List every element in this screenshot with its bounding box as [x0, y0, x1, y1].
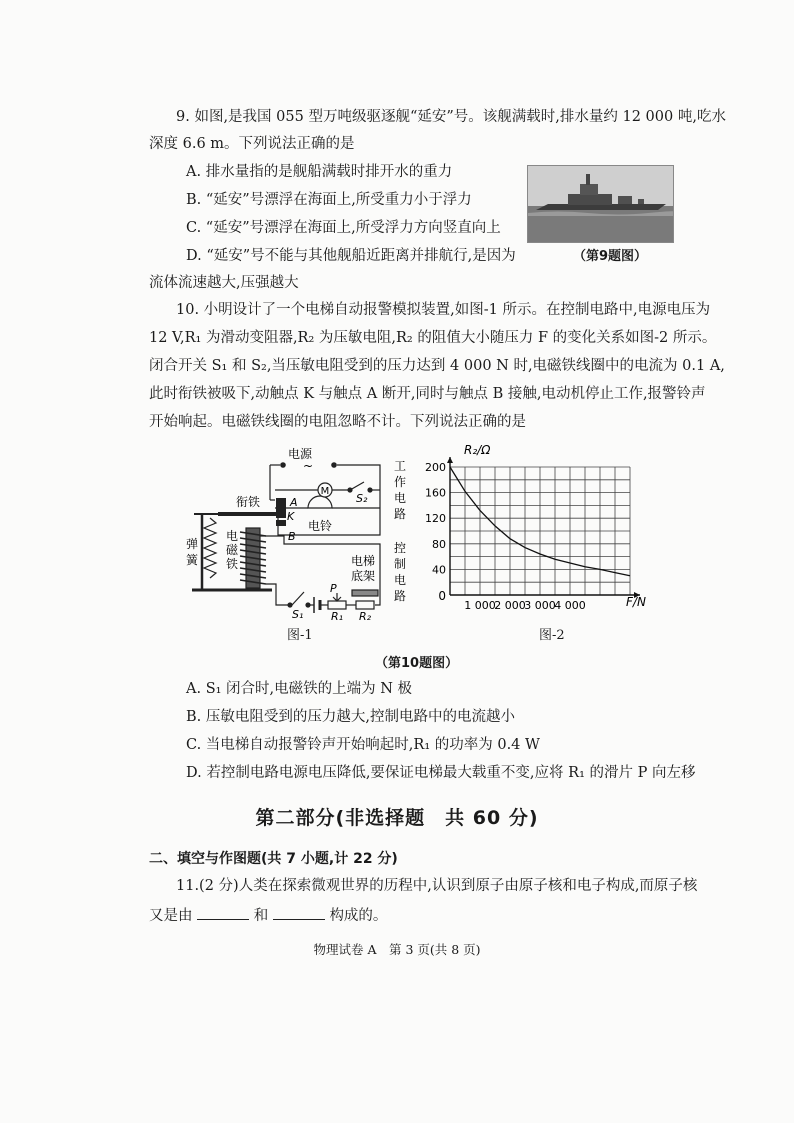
chart-axes: [447, 457, 640, 598]
q9-option-b: B. “延安”号漂浮在海面上,所受重力小于浮力: [186, 192, 472, 208]
resistor-r1-label: R₁: [330, 610, 344, 620]
q10-stem-line3: 闭合开关 S₁ 和 S₂,当压敏电阻受到的压力达到 4 000 N 时,电磁铁线圈中的电流为 0.1 A,: [149, 358, 725, 374]
contact-b-label: B: [288, 530, 296, 543]
q9-option-d-line1: D. “延安”号不能与其他舰船近距离并排航行,是因为: [186, 248, 516, 264]
spring-label-1: 弹: [185, 537, 199, 551]
chart-y-tick-label: 120: [425, 512, 446, 526]
control-circuit-label-1: 控: [393, 541, 407, 555]
work-circuit-label-2: 作: [393, 475, 407, 489]
switch-s1-label: S₁: [292, 608, 304, 620]
q11-stem-line1: 11.(2 分)人类在探索微观世界的历程中,认识到原子由原子核和电子构成,而原子核: [176, 878, 698, 894]
q9-option-d-line2: 流体流速越大,压强越大: [149, 275, 299, 291]
q10-stem-line2: 12 V,R₁ 为滑动变阻器,R₂ 为压敏电阻,R₂ 的阻值大小随压力 F 的变化关系如图-2 所示。: [149, 330, 717, 346]
control-circuit-label-3: 电: [393, 573, 407, 587]
work-circuit-label-4: 路: [393, 507, 407, 521]
chart-y-tick-label: 200: [425, 461, 446, 474]
q10-option-c: C. 当电梯自动报警铃声开始响起时,R₁ 的功率为 0.4 W: [186, 737, 540, 753]
chart-x-tick-label: 3 000: [524, 599, 556, 612]
contact-k-label: K: [287, 510, 295, 523]
chart-y-tick-label: 80: [432, 537, 446, 551]
work-circuit-label-3: 电: [393, 491, 407, 505]
q10-figure-caption: （第10题图）: [375, 656, 459, 671]
q9-stem-line1: 9. 如图,是我国 055 型万吨级驱逐舰“延安”号。该舰满载时,排水量约 12 000 吨,吃水: [176, 109, 726, 125]
elevator-label-2: 底架: [350, 569, 376, 583]
electromagnet-label-3: 铁: [225, 557, 239, 571]
control-circuit-label-4: 路: [393, 589, 407, 603]
chart-x-tick-label: 4 000: [554, 599, 586, 612]
chart-ticks: [425, 461, 586, 612]
q10-option-b: B. 压敏电阻受到的压力越大,控制电路中的电流越小: [186, 709, 515, 725]
section-two-subtitle: 二、填空与作图题(共 7 小题,计 22 分): [149, 851, 398, 867]
electromagnet-label-1: 电: [225, 529, 239, 543]
chart-y-tick-label: 160: [425, 486, 446, 500]
figure-1-caption: 图-1: [287, 628, 313, 643]
warship-icon: [528, 166, 673, 242]
q10-stem-line4: 此时衔铁被吸下,动触点 K 与触点 A 断开,同时与触点 B 接触,电动机停止工作,报警铃声: [149, 386, 706, 402]
ac-symbol: ~: [302, 459, 314, 473]
q10-stem-line1: 10. 小明设计了一个电梯自动报警模拟装置,如图-1 所示。在控制电路中,电源电压为: [176, 302, 711, 318]
figure-2-caption: 图-2: [539, 628, 565, 643]
electromagnet-label-2: 磁: [225, 543, 239, 557]
q9-option-a: A. 排水量指的是舰船满载时排开水的重力: [186, 164, 453, 180]
work-circuit-label-1: 工: [393, 459, 407, 473]
q9-stem-line2: 深度 6.6 m。下列说法正确的是: [149, 136, 355, 152]
elevator-label-1: 电梯: [350, 554, 376, 568]
circuit-diagram: [180, 440, 430, 620]
page-footer: 物理试卷 A 第 3 页(共 8 页): [313, 942, 481, 957]
q10-option-d: D. 若控制电路电源电压降低,要保证电梯最大载重不变,应将 R₁ 的滑片 P 向左移: [186, 765, 696, 781]
q11-text-b: 和: [253, 908, 269, 924]
q11-text-c: 构成的。: [329, 908, 388, 924]
warship-photo: [527, 165, 674, 243]
switch-s2-label: S₂: [356, 492, 368, 505]
chart-grid: [450, 467, 630, 595]
q11-answer-blank-2[interactable]: [273, 905, 325, 920]
q11-text-a: 又是由: [149, 908, 193, 924]
chart-y-axis-label: R₂/Ω: [464, 443, 491, 457]
q10-option-a: A. S₁ 闭合时,电磁铁的上端为 N 极: [186, 681, 413, 697]
q9-option-c: C. “延安”号漂浮在海面上,所受浮力方向竖直向上: [186, 220, 501, 236]
chart-x-tick-label: 2 000: [494, 599, 526, 612]
slider-p-label: P: [330, 582, 337, 595]
resistor-r2-label: R₂: [358, 610, 372, 620]
control-circuit-label-2: 制: [393, 557, 407, 571]
chart-x-tick-label: 1 000: [464, 599, 496, 612]
q9-figure-caption: （第9题图）: [573, 249, 648, 264]
bell-label: 电铃: [307, 519, 333, 533]
r2-force-chart: [420, 440, 660, 620]
power-source-label: 电源: [287, 447, 313, 461]
spring-label-2: 簧: [185, 553, 199, 567]
armature-label: 衔铁: [235, 495, 261, 509]
chart-y-tick-label: 40: [432, 563, 446, 577]
chart-origin-label: 0: [438, 589, 446, 603]
chart-x-axis-label: F/N: [626, 595, 646, 609]
part-two-title: 第二部分(非选择题 共 60 分): [255, 807, 539, 829]
q11-answer-blank-1[interactable]: [197, 905, 249, 920]
q10-stem-line5: 开始响起。电磁铁线圈的电阻忽略不计。下列说法正确的是: [149, 414, 526, 430]
motor-label: M: [320, 486, 330, 497]
contact-a-label: A: [290, 496, 298, 509]
q11-stem-line2: [149, 905, 387, 926]
chart-y-arrow: [447, 457, 453, 463]
